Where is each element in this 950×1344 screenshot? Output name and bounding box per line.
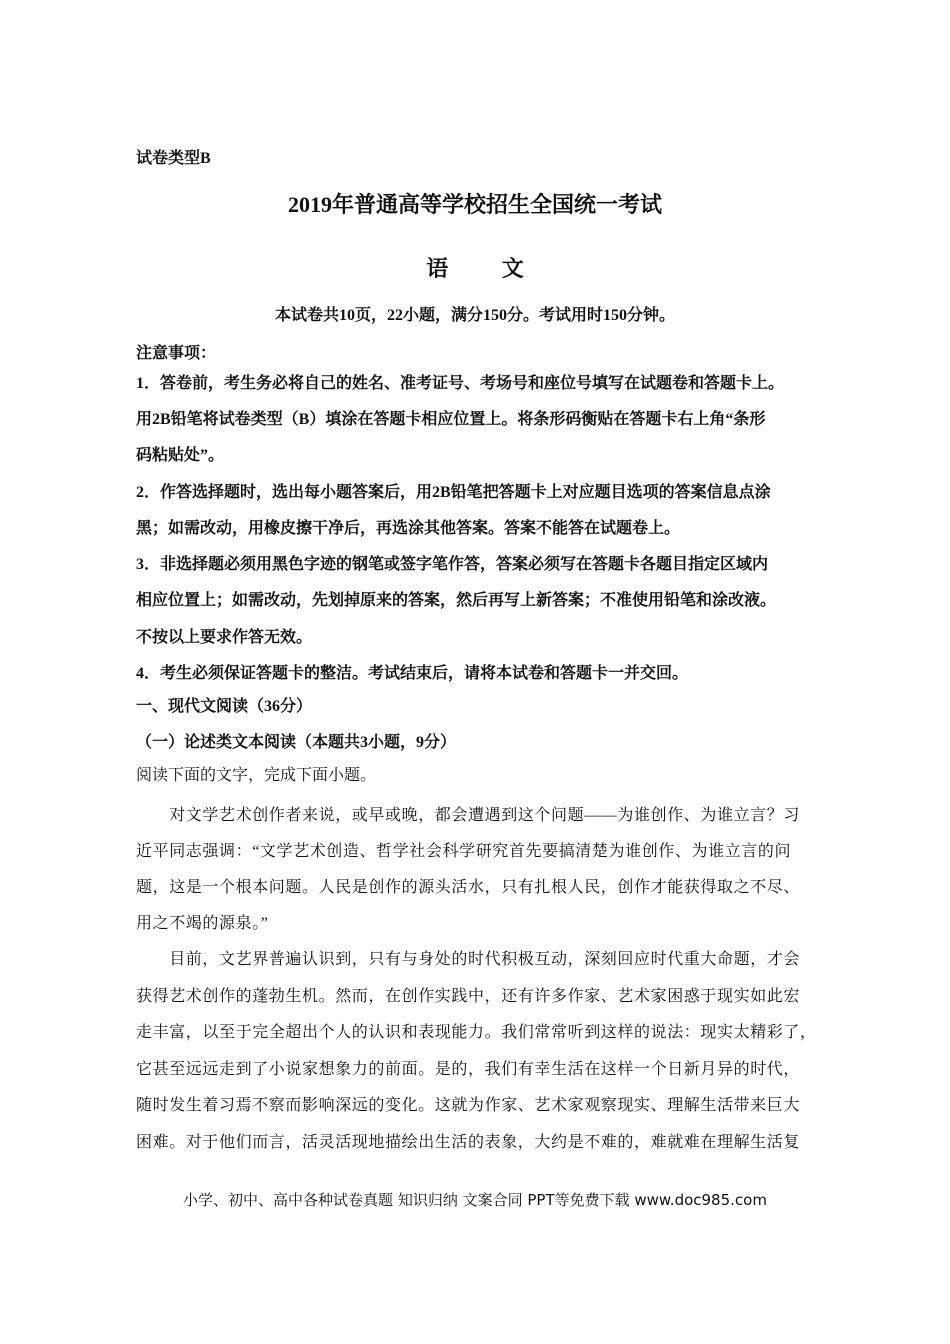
notice-line: 3．非选择题必须用黑色字迹的钢笔或签字笔作答，答案必须写在答题卡各题目指定区域内 [136, 556, 769, 573]
notice-line: 1．答卷前，考生务必将自己的姓名、准考证号、考场号和座位号填写在试题卷和答题卡上。 [136, 375, 785, 392]
passage-line: 用之不竭的源泉。” [136, 915, 269, 932]
notice-line: 相应位置上；如需改动，先划掉原来的答案，然后再写上新答案；不准使用铅笔和涂改液。 [136, 592, 777, 609]
subject-title: 语 文 [426, 256, 548, 281]
notice-line: 不按以上要求作答无效。 [136, 629, 313, 646]
paper-type-label: 试卷类型B [136, 150, 211, 167]
notice-line: 黑；如需改动，用橡皮擦干净后，再选涂其他答案。答案不能答在试题卷上。 [136, 520, 681, 537]
notice-line: 4．考生必须保证答题卡的整洁。考试结束后，请将本试卷和答题卡一并交回。 [136, 665, 689, 682]
passage-line: 获得艺术创作的蓬勃生机。然而，在创作实践中，还有许多作家、艺术家困惑于现实如此宏 [136, 988, 801, 1005]
passage-line: 困难。对于他们而言，活灵活现地描绘出生活的表象，大约是不难的，难就难在理解生活复 [136, 1134, 801, 1151]
section-heading: 一、现代文阅读（36分） [136, 698, 313, 715]
notice-line: 用2B铅笔将试卷类型（B）填涂在答题卡相应位置上。将条形码衡贴在答题卡右上角“条形 [136, 411, 766, 428]
passage-line: 目前，文艺界普遍认识到，只有与身处的时代积极互动，深刻回应时代重大命题，才会 [136, 951, 801, 968]
passage-line: 它甚至远远走到了小说家想象力的前面。是的，我们有幸生活在这样一个日新月异的时代， [136, 1061, 801, 1078]
passage-line: 对文学艺术创作者来说，或早或晚，都会遭遇到这个问题——为谁创作、为谁立言？习 [136, 807, 801, 824]
passage-line: 近平同志强调：“文学艺术创造、哲学社会科学研究首先要搞清楚为谁创作、为谁立言的问 [136, 843, 792, 860]
exam-title: 2019年普通高等学校招生全国统一考试 [287, 192, 662, 217]
exam-info: 本试卷共10页，22小题，满分150分。考试用时150分钟。 [274, 307, 675, 324]
footer-text: 小学、初中、高中各种试卷真题 知识归纳 文案合同 PPT等免费下载 www.doc985.com [183, 1191, 767, 1209]
reading-instruction: 阅读下面的文字，完成下面小题。 [136, 767, 377, 784]
passage-line: 题，这是一个根本问题。人民是创作的源头活水，只有扎根人民，创作才能获得取之不尽、 [136, 879, 801, 896]
section-subheading: （一）论述类文本阅读（本题共3小题，9分） [136, 734, 457, 751]
notice-heading: 注意事项： [136, 345, 217, 362]
notice-line: 码粘贴处”。 [136, 447, 225, 464]
passage-line: 走丰富，以至于完全超出个人的认识和表现能力。我们常常听到这样的说法：现实太精彩了， [136, 1024, 817, 1041]
notice-line: 2．作答选择题时，选出每小题答案后，用2B铅笔把答题卡上对应题目选项的答案信息点涂 [136, 484, 771, 501]
passage-line: 随时发生着习焉不察而影响深远的变化。这就为作家、艺术家观察现实、理解生活带来巨大 [136, 1097, 801, 1114]
